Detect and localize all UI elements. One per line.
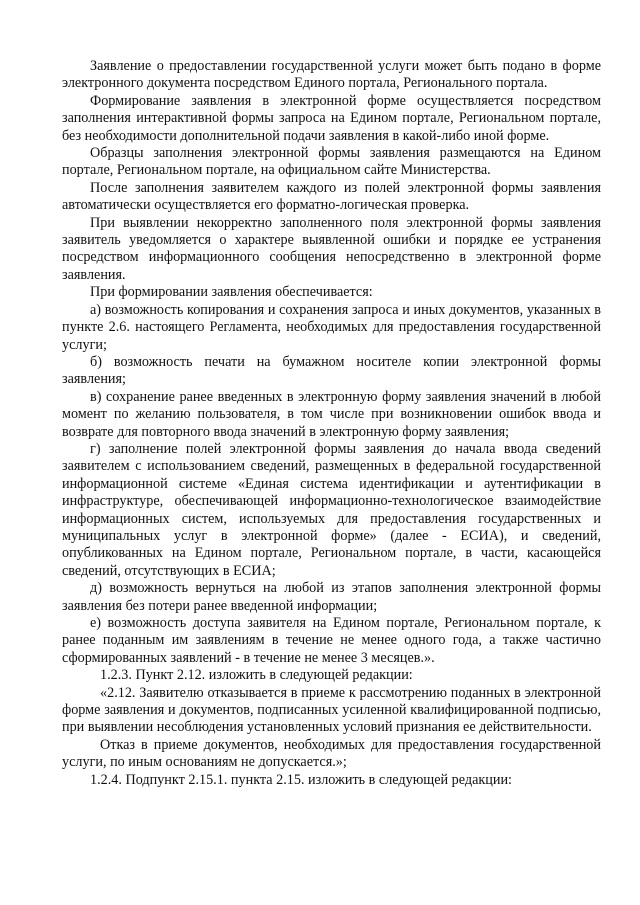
paragraph-format-check: После заполнения заявителем каждого из полей электронной формы заявления автоматически осуществляется его форматно-логическая проверка.: [62, 179, 601, 214]
list-item-d: д) возможность вернуться на любой из этапов заполнения электронной формы заявления без потери ранее введенной информации;: [62, 580, 601, 614]
list-item-b: б) возможность печати на бумажном носителе копии электронной формы заявления;: [62, 353, 601, 388]
paragraph-form-samples: Образцы заполнения электронной формы заявления размещаются на Едином портале, Региональном портале, на официальном сайте Министерства.: [62, 145, 601, 179]
document-page: [62, 58, 601, 789]
clause-1-2-3: 1.2.3. Пункт 2.12. изложить в следующей редакции:: [100, 667, 413, 684]
paragraph-provisions-intro: При формировании заявления обеспечивается:: [90, 284, 373, 301]
list-item-a: а) возможность копирования и сохранения запроса и иных документов, указанных в пункте 2.6. настоящего Регламента, необходимых для предоставления государственной услуги;: [62, 301, 601, 353]
list-item-e: е) возможность доступа заявителя на Едином портале, Региональном портале, к ранее поданным им заявлениям в течение не менее одного года, а также частично сформированных заявлений - в течение не менее 3 месяцев.».: [62, 615, 601, 666]
list-item-g: г) заполнение полей электронной формы заявления до начала ввода сведений заявителем с использованием сведений, размещенных в федеральной государственной информационной системе «Единая система идентификации и аутентификации в инфраструктуре, обеспечивающей информационно-технологическое взаимодействие информационных систем, используемых для предоставления государственных и муниципальных услуг в электронной форме» (далее - ЕСИА), и сведений, опубликованных на Едином портале, Региональном портале, в части, касающейся сведений, отсутствующих в ЕСИА;: [62, 440, 601, 579]
list-item-v: в) сохранение ранее введенных в электронную форму заявления значений в любой момент по желанию пользователя, в том числе при возникновении ошибок ввода и возврате для повторного ввода значений в электронную форму заявления;: [62, 388, 601, 440]
paragraph-electronic-submission: Заявление о предоставлении государственной услуги может быть подано в форме электронного документа посредством Единого портала, Регионального портала.: [62, 58, 601, 92]
clause-2-12: «2.12. Заявителю отказывается в приеме к рассмотрению поданных в электронной форме заявления и документов, подписанных усиленной квалифицированной подписью, при выявлении несоблюдения установленных условий признания ее действительности.: [62, 684, 601, 736]
clause-1-2-4: 1.2.4. Подпункт 2.15.1. пункта 2.15. изложить в следующей редакции:: [90, 771, 513, 788]
paragraph-interactive-form: Формирование заявления в электронной форме осуществляется посредством заполнения интерактивной формы запроса на Едином портале, Региональном портале, без необходимости дополнительной подачи заявления в какой-либо иной форме.: [62, 92, 601, 144]
paragraph-refusal: Отказ в приеме документов, необходимых для предоставления государственной услуги, по иным основаниям не допускается.»;: [62, 736, 601, 771]
paragraph-error-notice: При выявлении некорректно заполненного поля электронной формы заявления заявитель уведомляется о характере выявленной ошибки и порядке ее устранения посредством информационного сообщения непосредственно в электронной форме заявления.: [62, 214, 601, 283]
